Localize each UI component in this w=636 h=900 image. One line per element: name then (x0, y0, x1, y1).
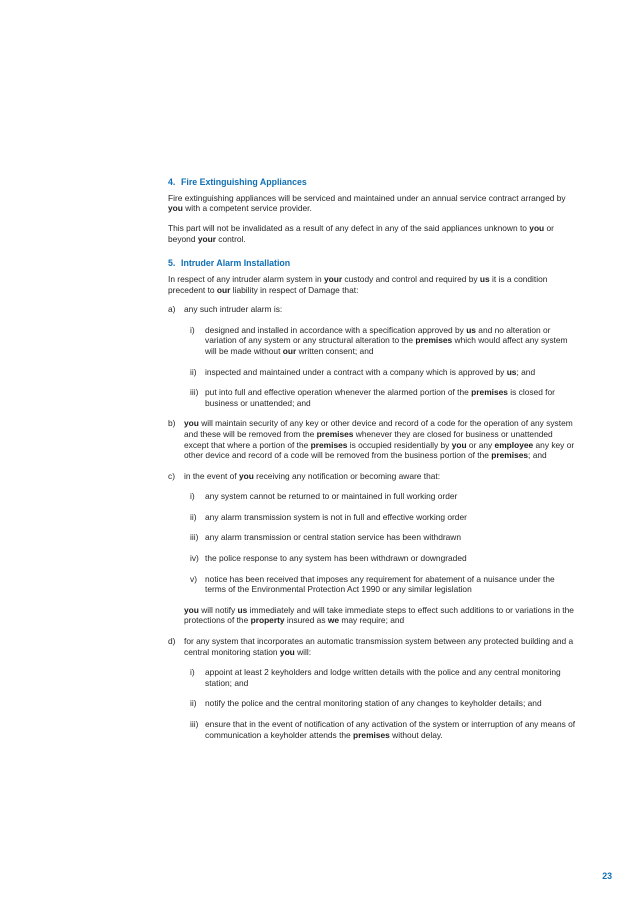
defined-term: premises (353, 729, 390, 740)
list-item-text: put into full and effective operation whenever the alarmed portion of the premises is closed for business or unattended; and (205, 387, 555, 408)
list-item-text: ensure that in the event of notification of any activation of the system or interruption of any means of communication a keyholder attends the premises without delay. (205, 719, 576, 740)
list-item-text: inspected and maintained under a contract with a company which is approved by us; and (205, 366, 536, 377)
page-number: 23 (602, 871, 612, 882)
list-item-label: i) (190, 324, 195, 335)
defined-term: us (506, 366, 517, 377)
list-item-text: notify the police and the central monitoring station of any changes to keyholder details; and (205, 698, 542, 709)
paragraph: you will notify us immediately and will take immediate steps to effect such additions to or variations in the protections of the property insured as we may require; and (184, 604, 574, 626)
section-title: Intruder Alarm Installation (181, 258, 291, 269)
paragraph: Fire extinguishing appliances will be serviced and maintained under an annual service contract arranged by you with a competent service provider. (168, 192, 566, 214)
list-item-label: i) (190, 491, 195, 502)
defined-term: our (216, 284, 231, 295)
section-heading (168, 258, 576, 269)
list-item-label: iii) (190, 719, 199, 729)
list-item-text: any such intruder alarm is: (184, 304, 283, 315)
section-number: 5. (168, 258, 176, 269)
list-item-label: iii) (190, 532, 199, 543)
list-item-label: iii) (190, 387, 199, 398)
list-item-label: a) (168, 304, 176, 315)
list-item-label: ii) (190, 511, 197, 522)
defined-term: your (197, 233, 216, 244)
defined-term: you (529, 222, 545, 233)
defined-term: employee (494, 439, 534, 450)
list-item (190, 512, 576, 523)
list-item (168, 304, 576, 315)
defined-term: your (323, 273, 343, 284)
list-item-text: for any system that incorporates an automatic transmission system between any protected building and a central monitoring station you will: (184, 636, 574, 657)
list-item-label: v) (190, 573, 197, 584)
defined-term: us (479, 273, 490, 284)
section-heading (168, 177, 576, 188)
list-item (190, 719, 576, 740)
defined-term: premises (415, 335, 453, 346)
list-item (190, 532, 576, 543)
list-item (190, 574, 576, 595)
list-item-label: ii) (190, 698, 197, 709)
list-item (168, 636, 576, 657)
section (168, 258, 576, 740)
section-number: 4. (168, 177, 176, 187)
defined-term: property (250, 615, 285, 626)
paragraph: This part will not be invalidated as a result of any defect in any of the said appliances unknown to you or beyond your control. (168, 222, 554, 244)
list-item-label: d) (168, 636, 176, 647)
defined-term: premises (316, 428, 354, 439)
list-item (190, 387, 576, 408)
defined-term: premises (491, 450, 529, 461)
defined-term: you (451, 439, 467, 450)
list-item-text: in the event of you receiving any notification or becoming aware that: (184, 470, 441, 481)
list-item-label: ii) (190, 366, 197, 377)
list-item (168, 418, 576, 460)
paragraph: In respect of any intruder alarm system in your custody and control and required by us it is a condition precedent to our liability in respect of Damage that: (168, 273, 548, 295)
defined-term: you (168, 203, 183, 214)
list-item (190, 367, 576, 378)
defined-term: us (466, 324, 476, 335)
list-item-text: the police response to any system has been withdrawn or downgraded (205, 553, 467, 564)
section-title: Fire Extinguishing Appliances (181, 177, 307, 187)
defined-term: you (279, 646, 295, 657)
list-item-text: you will maintain security of any key or other device and record of a code for the operation of any system and these will be removed from the premises whenever they are closed for business or unattended except that where a portion of the premises is occupied residentially by you or any employee any key or other device and record of a code will be removed from the business portion of the premises; and (184, 418, 575, 461)
list-item (168, 471, 576, 482)
defined-term: you (184, 418, 199, 429)
section (168, 177, 576, 244)
list-item-text: any system cannot be returned to or maintained in full working order (205, 491, 458, 502)
list-item (190, 491, 576, 502)
defined-term: we (327, 615, 340, 626)
list-item-text: appoint at least 2 keyholders and lodge written details with the police and any central monitoring station; and (205, 667, 561, 688)
document-content (168, 177, 576, 750)
list-item-label: iv) (190, 553, 199, 564)
defined-term: premises (310, 439, 348, 450)
list-item-text: any alarm transmission or central station service has been withdrawn (205, 532, 462, 543)
defined-term: you (238, 470, 254, 481)
list-item-label: b) (168, 418, 176, 429)
list-item (190, 698, 576, 709)
list-item-label: c) (168, 470, 175, 481)
list-item (190, 325, 576, 357)
list-item-label: i) (190, 667, 195, 678)
defined-term: us (237, 604, 248, 615)
list-item (190, 553, 576, 564)
defined-term: premises (471, 387, 508, 398)
defined-term: our (282, 345, 297, 356)
list-item (190, 667, 576, 688)
list-item-text: notice has been received that imposes any requirement for abatement of a nuisance under the terms of the Environmental Protection Act 1990 or any similar legislation (205, 573, 555, 595)
defined-term: you (184, 604, 199, 615)
list-item-text: any alarm transmission system is not in full and effective working order (205, 511, 467, 522)
list-item-text: designed and installed in accordance with a specification approved by us and no alteration or variation of any system or any structural alteration to the premises which would affect any system will be made without our written consent; and (205, 324, 568, 356)
